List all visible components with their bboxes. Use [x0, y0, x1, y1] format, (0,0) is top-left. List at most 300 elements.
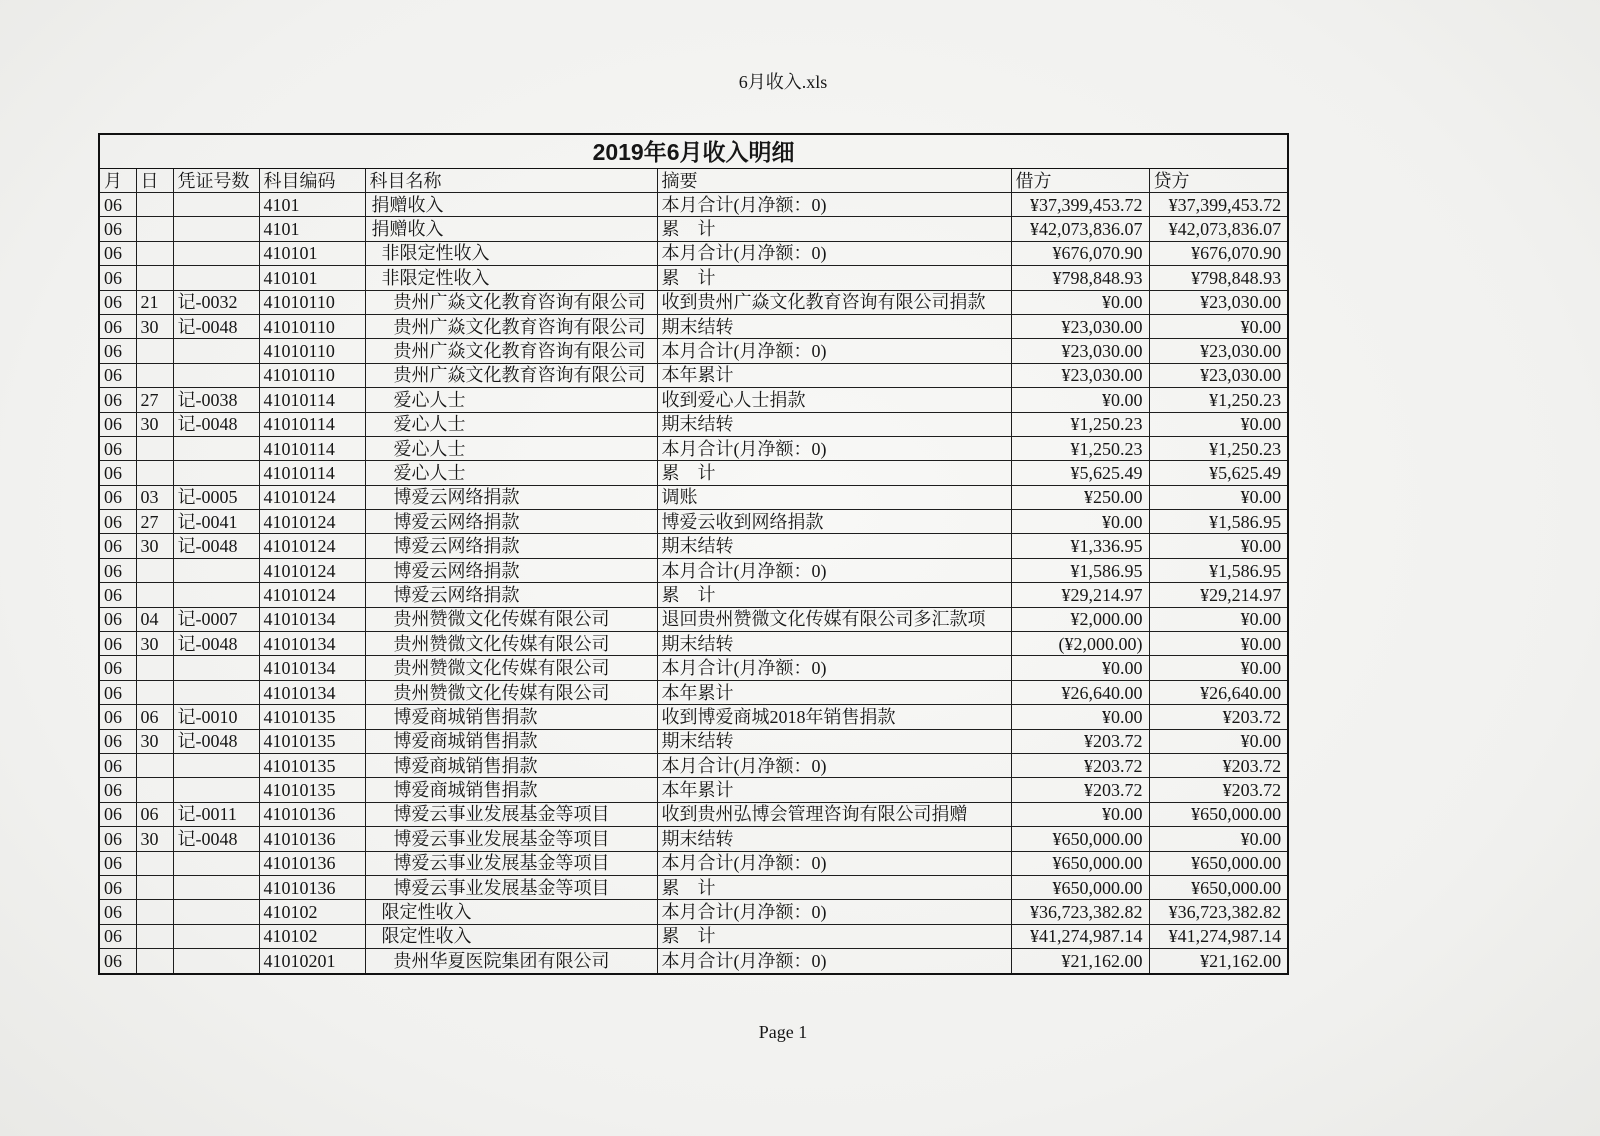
account-name-cell: 博爱云事业发展基金等项目	[365, 827, 657, 851]
debit-cell: ¥650,000.00	[1011, 875, 1149, 899]
credit-cell: ¥203.72	[1149, 778, 1288, 802]
summary-cell: 本月合计(月净额：0)	[657, 900, 1011, 924]
day-cell: 06	[136, 705, 173, 729]
debit-cell: ¥1,250.23	[1011, 412, 1149, 436]
summary-cell: 本年累计	[657, 778, 1011, 802]
voucher-cell	[173, 436, 259, 460]
voucher-cell	[173, 949, 259, 974]
summary-cell: 累 计	[657, 217, 1011, 241]
summary-cell: 收到贵州广焱文化教育咨询有限公司捐款	[657, 290, 1011, 314]
account-name-cell: 爱心人士	[365, 388, 657, 412]
credit-cell: ¥203.72	[1149, 753, 1288, 777]
month-cell: 06	[99, 656, 136, 680]
account-name-cell: 捐赠收入	[365, 217, 657, 241]
credit-cell: ¥37,399,453.72	[1149, 193, 1288, 217]
account-name-cell: 贵州广焱文化教育咨询有限公司	[365, 314, 657, 338]
month-cell: 06	[99, 607, 136, 631]
table-row	[99, 607, 1288, 631]
debit-cell: ¥23,030.00	[1011, 339, 1149, 363]
month-cell: 06	[99, 193, 136, 217]
voucher-cell	[173, 680, 259, 704]
credit-cell: ¥23,030.00	[1149, 290, 1288, 314]
debit-cell: ¥0.00	[1011, 290, 1149, 314]
summary-cell: 累 计	[657, 924, 1011, 948]
account-name-cell: 爱心人士	[365, 461, 657, 485]
summary-cell: 期末结转	[657, 534, 1011, 558]
account-name-cell: 博爱云网络捐款	[365, 485, 657, 509]
column-header-row	[99, 169, 1288, 193]
summary-cell: 收到博爱商城2018年销售捐款	[657, 705, 1011, 729]
voucher-cell: 记-0048	[173, 827, 259, 851]
summary-cell: 本月合计(月净额：0)	[657, 339, 1011, 363]
account-code-cell: 41010134	[259, 607, 365, 631]
month-cell: 06	[99, 314, 136, 338]
account-code-cell: 410102	[259, 900, 365, 924]
day-cell: 30	[136, 412, 173, 436]
column-header-account-code: 科目编码	[259, 169, 365, 193]
voucher-cell	[173, 241, 259, 265]
summary-cell: 期末结转	[657, 729, 1011, 753]
day-cell	[136, 656, 173, 680]
credit-cell: ¥0.00	[1149, 827, 1288, 851]
debit-cell: ¥0.00	[1011, 388, 1149, 412]
debit-cell: ¥650,000.00	[1011, 827, 1149, 851]
credit-cell: ¥0.00	[1149, 632, 1288, 656]
page-number: Page 1	[758, 1022, 808, 1042]
day-cell: 30	[136, 534, 173, 558]
day-cell	[136, 363, 173, 387]
debit-cell: ¥0.00	[1011, 705, 1149, 729]
day-cell: 06	[136, 802, 173, 826]
debit-cell: ¥2,000.00	[1011, 607, 1149, 631]
account-code-cell: 41010134	[259, 656, 365, 680]
voucher-cell: 记-0048	[173, 632, 259, 656]
table-row	[99, 705, 1288, 729]
debit-cell: (¥2,000.00)	[1011, 632, 1149, 656]
credit-cell: ¥21,162.00	[1149, 949, 1288, 974]
credit-cell: ¥650,000.00	[1149, 851, 1288, 875]
credit-cell: ¥29,214.97	[1149, 583, 1288, 607]
month-cell: 06	[99, 363, 136, 387]
account-code-cell: 41010135	[259, 778, 365, 802]
day-cell: 27	[136, 388, 173, 412]
account-name-cell: 限定性收入	[365, 924, 657, 948]
credit-cell: ¥0.00	[1149, 314, 1288, 338]
table-row	[99, 583, 1288, 607]
credit-cell: ¥23,030.00	[1149, 363, 1288, 387]
debit-cell: ¥650,000.00	[1011, 851, 1149, 875]
summary-cell: 本月合计(月净额：0)	[657, 436, 1011, 460]
account-code-cell: 41010124	[259, 485, 365, 509]
credit-cell: ¥650,000.00	[1149, 802, 1288, 826]
day-cell	[136, 851, 173, 875]
account-code-cell: 41010124	[259, 534, 365, 558]
table-row	[99, 900, 1288, 924]
voucher-cell: 记-0032	[173, 290, 259, 314]
day-cell: 30	[136, 632, 173, 656]
voucher-cell: 记-0048	[173, 314, 259, 338]
account-code-cell: 41010124	[259, 558, 365, 582]
column-header-day: 日	[136, 169, 173, 193]
debit-cell: ¥42,073,836.07	[1011, 217, 1149, 241]
account-code-cell: 41010114	[259, 388, 365, 412]
month-cell: 06	[99, 241, 136, 265]
month-cell: 06	[99, 729, 136, 753]
day-cell: 03	[136, 485, 173, 509]
account-code-cell: 41010110	[259, 363, 365, 387]
table-title: 2019年6月收入明细	[99, 134, 1288, 169]
account-code-cell: 41010134	[259, 680, 365, 704]
account-code-cell: 41010136	[259, 802, 365, 826]
debit-cell: ¥0.00	[1011, 802, 1149, 826]
voucher-cell	[173, 900, 259, 924]
account-code-cell: 41010114	[259, 436, 365, 460]
summary-cell: 本月合计(月净额：0)	[657, 241, 1011, 265]
account-name-cell: 博爱商城销售捐款	[365, 778, 657, 802]
debit-cell: ¥0.00	[1011, 656, 1149, 680]
summary-cell: 博爱云收到网络捐款	[657, 510, 1011, 534]
debit-cell: ¥203.72	[1011, 729, 1149, 753]
day-cell: 21	[136, 290, 173, 314]
month-cell: 06	[99, 924, 136, 948]
debit-cell: ¥203.72	[1011, 778, 1149, 802]
voucher-cell	[173, 193, 259, 217]
account-code-cell: 4101	[259, 193, 365, 217]
credit-cell: ¥676,070.90	[1149, 241, 1288, 265]
table-row	[99, 558, 1288, 582]
account-name-cell: 爱心人士	[365, 412, 657, 436]
table-row	[99, 851, 1288, 875]
day-cell	[136, 436, 173, 460]
month-cell: 06	[99, 949, 136, 974]
debit-cell: ¥1,336.95	[1011, 534, 1149, 558]
voucher-cell	[173, 778, 259, 802]
voucher-cell: 记-0010	[173, 705, 259, 729]
debit-cell: ¥1,586.95	[1011, 558, 1149, 582]
day-cell: 30	[136, 827, 173, 851]
day-cell: 30	[136, 729, 173, 753]
account-name-cell: 捐赠收入	[365, 193, 657, 217]
day-cell	[136, 339, 173, 363]
debit-cell: ¥41,274,987.14	[1011, 924, 1149, 948]
account-name-cell: 博爱云事业发展基金等项目	[365, 875, 657, 899]
credit-cell: ¥0.00	[1149, 656, 1288, 680]
table-row	[99, 266, 1288, 290]
voucher-cell: 记-0007	[173, 607, 259, 631]
account-code-cell: 41010201	[259, 949, 365, 974]
credit-cell: ¥36,723,382.82	[1149, 900, 1288, 924]
table-row	[99, 217, 1288, 241]
voucher-cell	[173, 851, 259, 875]
summary-cell: 累 计	[657, 583, 1011, 607]
summary-cell: 本月合计(月净额：0)	[657, 656, 1011, 680]
month-cell: 06	[99, 558, 136, 582]
table-row	[99, 436, 1288, 460]
account-name-cell: 贵州赞微文化传媒有限公司	[365, 607, 657, 631]
credit-cell: ¥5,625.49	[1149, 461, 1288, 485]
credit-cell: ¥1,250.23	[1149, 436, 1288, 460]
month-cell: 06	[99, 217, 136, 241]
summary-cell: 调账	[657, 485, 1011, 509]
summary-cell: 收到贵州弘博会管理咨询有限公司捐赠	[657, 802, 1011, 826]
summary-cell: 本年累计	[657, 363, 1011, 387]
table-row	[99, 753, 1288, 777]
month-cell: 06	[99, 680, 136, 704]
table-row	[99, 388, 1288, 412]
month-cell: 06	[99, 753, 136, 777]
month-cell: 06	[99, 290, 136, 314]
month-cell: 06	[99, 534, 136, 558]
voucher-cell	[173, 339, 259, 363]
credit-cell: ¥650,000.00	[1149, 875, 1288, 899]
debit-cell: ¥23,030.00	[1011, 363, 1149, 387]
debit-cell: ¥29,214.97	[1011, 583, 1149, 607]
table-row	[99, 680, 1288, 704]
day-cell: 04	[136, 607, 173, 631]
column-header-account-name: 科目名称	[365, 169, 657, 193]
day-cell	[136, 778, 173, 802]
debit-cell: ¥36,723,382.82	[1011, 900, 1149, 924]
account-code-cell: 41010110	[259, 290, 365, 314]
voucher-cell	[173, 558, 259, 582]
account-code-cell: 41010124	[259, 583, 365, 607]
account-code-cell: 41010136	[259, 875, 365, 899]
debit-cell: ¥23,030.00	[1011, 314, 1149, 338]
debit-cell: ¥798,848.93	[1011, 266, 1149, 290]
debit-cell: ¥21,162.00	[1011, 949, 1149, 974]
table-row	[99, 412, 1288, 436]
income-ledger-table	[98, 133, 1289, 975]
table-row	[99, 510, 1288, 534]
account-code-cell: 410101	[259, 266, 365, 290]
month-cell: 06	[99, 436, 136, 460]
month-cell: 06	[99, 388, 136, 412]
voucher-cell	[173, 656, 259, 680]
credit-cell: ¥203.72	[1149, 705, 1288, 729]
credit-cell: ¥1,586.95	[1149, 558, 1288, 582]
month-cell: 06	[99, 875, 136, 899]
table-row	[99, 656, 1288, 680]
account-name-cell: 贵州赞微文化传媒有限公司	[365, 680, 657, 704]
day-cell	[136, 266, 173, 290]
debit-cell: ¥5,625.49	[1011, 461, 1149, 485]
credit-cell: ¥0.00	[1149, 729, 1288, 753]
debit-cell: ¥26,640.00	[1011, 680, 1149, 704]
account-name-cell: 贵州赞微文化传媒有限公司	[365, 656, 657, 680]
summary-cell: 收到爱心人士捐款	[657, 388, 1011, 412]
file-title: 6月收入.xls	[738, 72, 828, 92]
account-name-cell: 博爱云网络捐款	[365, 534, 657, 558]
day-cell	[136, 217, 173, 241]
account-code-cell: 41010114	[259, 412, 365, 436]
credit-cell: ¥0.00	[1149, 534, 1288, 558]
credit-cell: ¥42,073,836.07	[1149, 217, 1288, 241]
account-name-cell: 非限定性收入	[365, 266, 657, 290]
table-row	[99, 778, 1288, 802]
day-cell	[136, 461, 173, 485]
table-row	[99, 534, 1288, 558]
account-name-cell: 博爱商城销售捐款	[365, 729, 657, 753]
debit-cell: ¥250.00	[1011, 485, 1149, 509]
account-name-cell: 贵州赞微文化传媒有限公司	[365, 632, 657, 656]
summary-cell: 本月合计(月净额：0)	[657, 949, 1011, 974]
debit-cell: ¥37,399,453.72	[1011, 193, 1149, 217]
account-name-cell: 非限定性收入	[365, 241, 657, 265]
credit-cell: ¥798,848.93	[1149, 266, 1288, 290]
month-cell: 06	[99, 485, 136, 509]
summary-cell: 本月合计(月净额：0)	[657, 558, 1011, 582]
account-code-cell: 410102	[259, 924, 365, 948]
day-cell	[136, 753, 173, 777]
voucher-cell: 记-0038	[173, 388, 259, 412]
summary-cell: 本月合计(月净额：0)	[657, 851, 1011, 875]
account-code-cell: 41010124	[259, 510, 365, 534]
table-row	[99, 924, 1288, 948]
table-row	[99, 290, 1288, 314]
account-name-cell: 博爱云网络捐款	[365, 510, 657, 534]
credit-cell: ¥41,274,987.14	[1149, 924, 1288, 948]
day-cell	[136, 193, 173, 217]
table-row	[99, 193, 1288, 217]
voucher-cell: 记-0048	[173, 534, 259, 558]
summary-cell: 累 计	[657, 875, 1011, 899]
month-cell: 06	[99, 851, 136, 875]
table-row	[99, 729, 1288, 753]
table-row	[99, 485, 1288, 509]
summary-cell: 累 计	[657, 461, 1011, 485]
voucher-cell: 记-0048	[173, 412, 259, 436]
table-row	[99, 949, 1288, 974]
account-name-cell: 贵州广焱文化教育咨询有限公司	[365, 290, 657, 314]
voucher-cell: 记-0048	[173, 729, 259, 753]
column-header-debit: 借方	[1011, 169, 1149, 193]
credit-cell: ¥0.00	[1149, 412, 1288, 436]
day-cell	[136, 680, 173, 704]
summary-cell: 期末结转	[657, 827, 1011, 851]
column-header-month: 月	[99, 169, 136, 193]
voucher-cell: 记-0011	[173, 802, 259, 826]
voucher-cell	[173, 461, 259, 485]
account-code-cell: 41010110	[259, 339, 365, 363]
voucher-cell	[173, 753, 259, 777]
account-name-cell: 博爱商城销售捐款	[365, 705, 657, 729]
day-cell	[136, 558, 173, 582]
debit-cell: ¥203.72	[1011, 753, 1149, 777]
month-cell: 06	[99, 412, 136, 436]
credit-cell: ¥26,640.00	[1149, 680, 1288, 704]
table-row	[99, 314, 1288, 338]
month-cell: 06	[99, 632, 136, 656]
month-cell: 06	[99, 705, 136, 729]
day-cell	[136, 924, 173, 948]
column-header-summary: 摘要	[657, 169, 1011, 193]
summary-cell: 本月合计(月净额：0)	[657, 193, 1011, 217]
column-header-voucher: 凭证号数	[173, 169, 259, 193]
account-name-cell: 贵州广焱文化教育咨询有限公司	[365, 363, 657, 387]
table-title-row	[99, 134, 1288, 169]
summary-cell: 累 计	[657, 266, 1011, 290]
account-name-cell: 贵州华夏医院集团有限公司	[365, 949, 657, 974]
debit-cell: ¥676,070.90	[1011, 241, 1149, 265]
voucher-cell	[173, 583, 259, 607]
summary-cell: 期末结转	[657, 314, 1011, 338]
account-name-cell: 贵州广焱文化教育咨询有限公司	[365, 339, 657, 363]
table-row	[99, 802, 1288, 826]
voucher-cell	[173, 363, 259, 387]
voucher-cell	[173, 924, 259, 948]
voucher-cell: 记-0041	[173, 510, 259, 534]
month-cell: 06	[99, 510, 136, 534]
table-row	[99, 461, 1288, 485]
month-cell: 06	[99, 900, 136, 924]
account-name-cell: 博爱商城销售捐款	[365, 753, 657, 777]
account-code-cell: 41010135	[259, 753, 365, 777]
month-cell: 06	[99, 339, 136, 363]
table-row	[99, 875, 1288, 899]
account-code-cell: 41010114	[259, 461, 365, 485]
table-row	[99, 827, 1288, 851]
credit-cell: ¥0.00	[1149, 607, 1288, 631]
day-cell	[136, 875, 173, 899]
month-cell: 06	[99, 583, 136, 607]
account-code-cell: 4101	[259, 217, 365, 241]
month-cell: 06	[99, 827, 136, 851]
day-cell: 27	[136, 510, 173, 534]
credit-cell: ¥1,586.95	[1149, 510, 1288, 534]
account-code-cell: 41010110	[259, 314, 365, 338]
month-cell: 06	[99, 461, 136, 485]
account-name-cell: 爱心人士	[365, 436, 657, 460]
summary-cell: 期末结转	[657, 632, 1011, 656]
voucher-cell	[173, 875, 259, 899]
table-row	[99, 363, 1288, 387]
column-header-credit: 贷方	[1149, 169, 1288, 193]
summary-cell: 本年累计	[657, 680, 1011, 704]
day-cell	[136, 949, 173, 974]
voucher-cell: 记-0005	[173, 485, 259, 509]
table-row	[99, 632, 1288, 656]
account-code-cell: 41010134	[259, 632, 365, 656]
account-name-cell: 博爱云事业发展基金等项目	[365, 802, 657, 826]
voucher-cell	[173, 266, 259, 290]
table-row	[99, 241, 1288, 265]
month-cell: 06	[99, 802, 136, 826]
account-name-cell: 博爱云网络捐款	[365, 558, 657, 582]
ledger-body	[99, 193, 1288, 974]
account-code-cell: 410101	[259, 241, 365, 265]
account-code-cell: 41010135	[259, 729, 365, 753]
day-cell: 30	[136, 314, 173, 338]
account-name-cell: 限定性收入	[365, 900, 657, 924]
account-name-cell: 博爱云事业发展基金等项目	[365, 851, 657, 875]
account-code-cell: 41010135	[259, 705, 365, 729]
debit-cell: ¥0.00	[1011, 510, 1149, 534]
day-cell	[136, 241, 173, 265]
month-cell: 06	[99, 778, 136, 802]
table-row	[99, 339, 1288, 363]
summary-cell: 退回贵州赞微文化传媒有限公司多汇款项	[657, 607, 1011, 631]
summary-cell: 期末结转	[657, 412, 1011, 436]
summary-cell: 本月合计(月净额：0)	[657, 753, 1011, 777]
day-cell	[136, 583, 173, 607]
month-cell: 06	[99, 266, 136, 290]
day-cell	[136, 900, 173, 924]
credit-cell: ¥23,030.00	[1149, 339, 1288, 363]
debit-cell: ¥1,250.23	[1011, 436, 1149, 460]
credit-cell: ¥1,250.23	[1149, 388, 1288, 412]
account-code-cell: 41010136	[259, 851, 365, 875]
credit-cell: ¥0.00	[1149, 485, 1288, 509]
